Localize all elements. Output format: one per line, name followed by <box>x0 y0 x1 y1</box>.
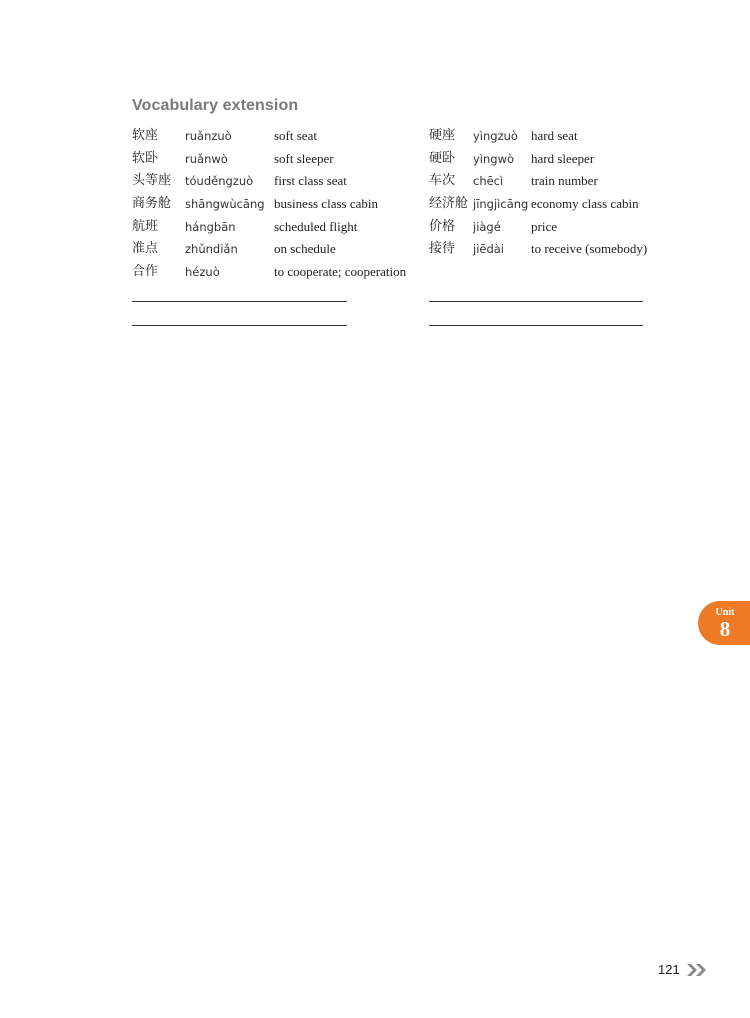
vocab-meaning: to receive (somebody) <box>531 241 648 257</box>
section-title: Vocabulary extension <box>132 97 299 114</box>
vocab-item <box>132 262 422 285</box>
vocab-meaning: soft sleeper <box>274 150 334 166</box>
vocab-hanzi: 车次 <box>429 173 456 189</box>
vocab-item <box>132 194 422 217</box>
writing-line <box>429 301 643 302</box>
vocab-hanzi: 软卧 <box>132 150 159 166</box>
vocab-meaning: to cooperate; cooperation <box>274 264 407 280</box>
writing-line <box>132 325 347 326</box>
vocab-hanzi: 合作 <box>132 264 159 280</box>
writing-line <box>429 325 643 326</box>
vocab-pinyin: hángbān <box>185 219 236 234</box>
vocab-item <box>132 239 422 262</box>
vocab-hanzi: 价格 <box>429 218 456 234</box>
vocab-pinyin: zhǔndiǎn <box>185 242 238 257</box>
vocab-item <box>429 171 729 194</box>
vocab-item <box>429 239 729 262</box>
vocab-pinyin: jiàgé <box>473 219 501 234</box>
vocab-pinyin: hézuò <box>185 265 220 280</box>
vocab-meaning: price <box>531 218 557 234</box>
vocab-hanzi: 商务舱 <box>132 196 172 212</box>
page-number: 121 <box>658 962 680 977</box>
vocab-item <box>429 149 729 172</box>
writing-line <box>132 301 347 302</box>
vocab-meaning: business class cabin <box>274 196 378 212</box>
unit-label: Unit <box>715 607 735 618</box>
vocab-hanzi: 航班 <box>132 218 159 234</box>
vocab-pinyin: yìngwò <box>473 151 515 166</box>
vocab-hanzi: 头等座 <box>132 173 172 189</box>
vocab-hanzi: 软座 <box>132 128 159 143</box>
vocab-hanzi: 准点 <box>132 241 159 257</box>
vocab-item <box>429 126 729 149</box>
vocab-hanzi: 经济舱 <box>429 196 469 212</box>
unit-tab <box>698 601 750 645</box>
vocab-meaning: soft seat <box>274 128 317 143</box>
vocab-hanzi: 硬座 <box>429 128 456 143</box>
double-chevron-right-icon <box>686 963 708 977</box>
vocab-item <box>132 171 422 194</box>
vocab-meaning: scheduled flight <box>274 218 358 234</box>
vocab-pinyin: ruǎnzuò <box>185 129 232 143</box>
vocab-item <box>429 217 729 240</box>
vocab-hanzi: 硬卧 <box>429 150 456 166</box>
vocab-item <box>132 149 422 172</box>
vocab-meaning: economy class cabin <box>531 196 639 212</box>
vocab-pinyin: ruǎnwò <box>185 151 228 166</box>
vocab-meaning: hard seat <box>531 128 578 143</box>
vocab-pinyin: jiēdài <box>473 242 505 257</box>
vocab-pinyin: shāngwùcāng <box>185 197 265 212</box>
vocab-pinyin: tóuděngzuò <box>185 174 254 189</box>
vocab-meaning: on schedule <box>274 241 336 257</box>
vocab-pinyin: chēcì <box>473 174 504 189</box>
vocab-meaning: train number <box>531 173 598 189</box>
vocab-meaning: hard sleeper <box>531 150 595 166</box>
vocab-list-left <box>132 126 422 285</box>
vocab-list-right <box>429 126 729 262</box>
vocab-item <box>429 194 729 217</box>
vocab-meaning: first class seat <box>274 173 347 189</box>
vocab-item <box>132 126 422 149</box>
vocab-item <box>132 217 422 240</box>
vocab-pinyin: jīngjìcāng <box>473 197 529 212</box>
vocab-hanzi: 接待 <box>429 241 456 257</box>
unit-number: 8 <box>719 617 731 641</box>
vocab-pinyin: yìngzuò <box>473 129 518 143</box>
